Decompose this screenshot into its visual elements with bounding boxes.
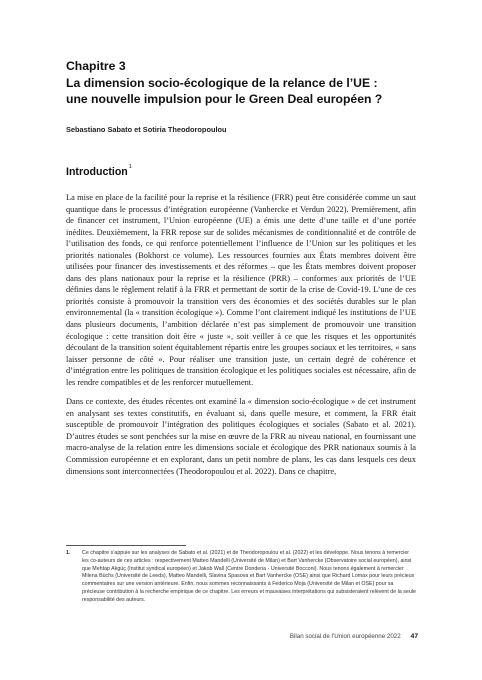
footnote bbox=[66, 550, 416, 604]
paragraph: La mise en place de la facilité pour la reprise et la résilience (FRR) peut être considérée comme un saut quantique dans le processus d’intégration européenne (Vanhercke et Verdun 2022). Premièrement, afin de financer cet instrument, l’Union européenne (UE) a émis une dette d’une taille et d’une portée inédites. Deuxièmement, la FRR repose sur de solides mécanismes de conditionnalité et de contrôle de l’utilisation des fonds, ce qui renforce potentiellement l’influence de l’Union sur les politiques et les priorités nationales (Bokhorst ce volume). Les ressources fournies aux États membres doivent être utilisées pour financer des investissements et des réformes – que les États membres doivent proposer dans des plans nationaux pour la reprise et la résilience (PRR) – conformes aux priorités de l’UE définies dans le règlement relatif à la FRR et permettant de sortir de la crise de Covid-19. L’une de ces priorités consiste à promouvoir la transition vers des économies et des sociétés durables sur le plan environnemental (la « transition écologique »). Comme l’ont clairement indiqué les institutions de l’UE dans plusieurs documents, l’ambition déclarée n’est pas simplement de promouvoir une transition écologique : cette transition doit être « juste », soit veiller à ce que les risques et les opportunités découlant de la transition soient équitablement répartis entre les groupes sociaux et les territoires, « sans laisser personne de côté ». Pour réaliser une transition juste, un certain degré de cohérence et d’intégration entre les politiques de transition écologique et les politiques sociales est nécessaire, afin de les rendre compatibles et de les renforcer mutuellement. bbox=[66, 193, 416, 387]
footnote-text: Ce chapitre s’appuie sur les analyses de Sabato et al. (2021) et de Theodoropoulou et al. (2022) et les développe. Nous tenons à remercier les co-auteurs de ces articles : respectivement Matteo Mandelli (Université de Milan) et Bart Vanhercke (Observatoire social européen), ainsi que Mehtap Akgüç (Institut syndical européen) et Jakob Wall (Centre Dondena - Université Bocconi). Nous tenons également à remercier Milena Büchs (Université de Leeds), Matteo Mandelli, Slavina Spasova et Bart Vanhercke (OSE) ainsi que Richard Lomax pour leurs précieux commentaires sur une version antérieure. Enfin, nous sommes reconnaissants à Federico Moja (Université de Milan et OSE) pour sa précieuse contribution à la recherche empirique de ce chapitre. Les erreurs et mauvaises interprétations qui subsisteraient relèvent de la seule responsabilité des auteurs. bbox=[82, 550, 416, 603]
body-text bbox=[66, 192, 416, 485]
chapter-title-line2: une nouvelle impulsion pour le Green Deal européen ? bbox=[66, 92, 383, 106]
chapter-heading bbox=[66, 58, 426, 108]
page-footer bbox=[290, 633, 418, 640]
footnote-reference: 1 bbox=[128, 164, 132, 170]
running-title: Bilan social de l’Union européenne 2022 bbox=[289, 633, 401, 640]
section-heading bbox=[66, 166, 132, 178]
chapter-title-line1: La dimension socio-écologique de la relance de l’UE : bbox=[66, 75, 378, 90]
footnote-number: 1. bbox=[66, 550, 71, 556]
chapter-authors: Sebastiano Sabato et Sotiria Theodoropoulou bbox=[66, 125, 227, 134]
paragraph: Dans ce contexte, des études récentes ont examiné la « dimension socio-écologique » de cet instrument en analysant ses textes constitutifs, en évaluant si, dans quelle mesure, et comment, la FRR était susceptible de promouvoir l’intégration des politiques écologiques et sociales (Sabato et al. 2021). D’autres études se sont penchées sur la mise en œuvre de la FRR au niveau national, en fournissant une macro-analyse de la relation entre les dimensions sociale et écologique des PRR nationaux soumis à la Commission européenne et en explorant, dans un petit nombre de plans, les cas dans lesquels ces deux dimensions sont interconnectées (Theodoropoulou et al. 2022). Dans ce chapitre, bbox=[66, 397, 416, 476]
chapter-number: Chapitre 3 bbox=[66, 59, 126, 73]
footnote-separator bbox=[66, 545, 186, 546]
page-number: 47 bbox=[410, 633, 418, 640]
section-title: Introduction bbox=[66, 166, 128, 178]
